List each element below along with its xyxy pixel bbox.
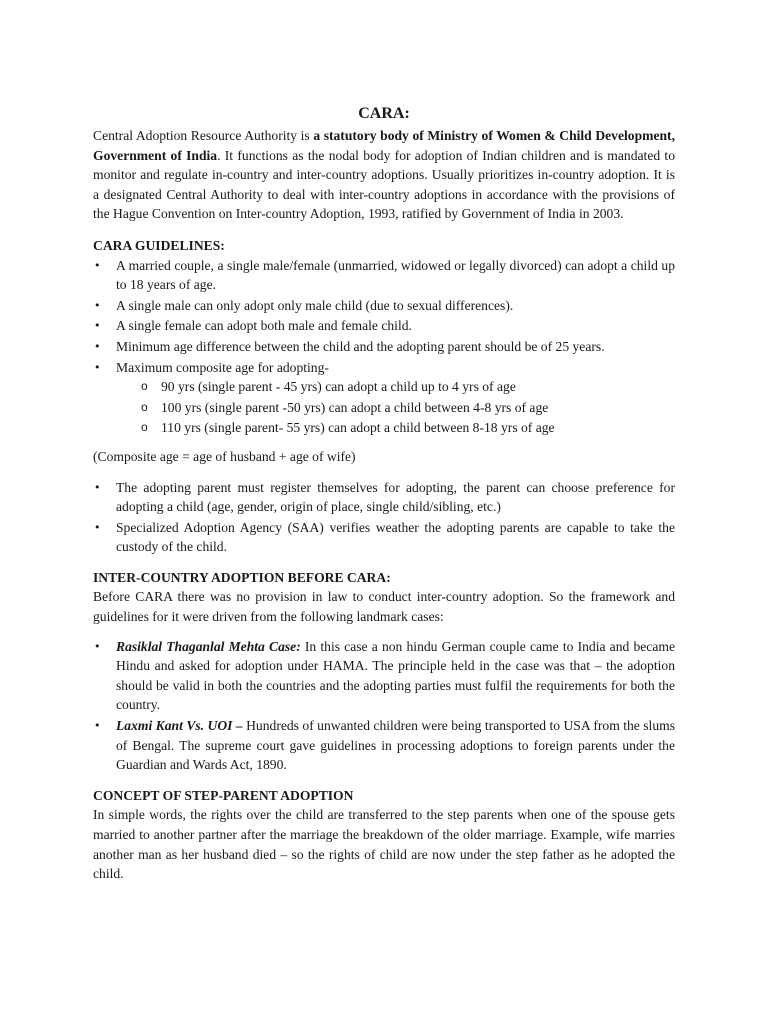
intro-paragraph	[93, 126, 675, 224]
list-item: • A single female can adopt both male and female child.	[93, 316, 675, 336]
intro-bold-text: a statutory body of Ministry of Women & Child Development, Government of India	[93, 128, 675, 163]
list-item: • The adopting parent must register themselves for adopting, the parent can choose preference for adopting a child (age, gender, origin of place, single child/sibling, etc.)	[93, 478, 675, 517]
composite-age-note: (Composite age = age of husband + age of wife)	[93, 448, 356, 464]
list-item	[93, 358, 675, 438]
composite-age-sublist	[93, 377, 675, 438]
composite-age-label: Maximum composite age for adopting-	[116, 359, 329, 375]
sub-list-item: o 110 yrs (single parent- 55 yrs) can adopt a child between 8-18 yrs of age	[93, 418, 675, 438]
list-item: • Specialized Adoption Agency (SAA) verifies weather the adopting parents are capable to take the custody of the child.	[93, 518, 675, 557]
intro-text-end: . It functions as the nodal body for adoption of Indian children and is mandated to monitor and regulate in-country and inter-country adoptions. Usually prioritizes in-country adoption. It is a designated Central Authority to deal with inter-country adoptions in accordance with the provisions of the Hague Convention on Inter-country Adoption, 1993, ratified by Government of India in 2003.	[93, 147, 676, 222]
landmark-cases-list	[93, 637, 675, 775]
case-name: Rasiklal Thaganlal Mehta Case:	[116, 638, 301, 654]
stepparent-heading: CONCEPT OF STEP-PARENT ADOPTION	[93, 787, 354, 803]
case-text: In this case a non hindu German couple came to India and became Hindu and asked for adoption under HAMA. The principle held in the case was that – the adoption should be valid in both the countries and the adopting parties must fulfil the requirements for both the country.	[116, 638, 675, 713]
guidelines-heading: CARA GUIDELINES:	[93, 237, 225, 253]
sub-list-item: o 100 yrs (single parent -50 yrs) can adopt a child between 4-8 yrs of age	[93, 398, 675, 418]
guidelines-list-2	[93, 478, 675, 557]
intercountry-heading: INTER-COUNTRY ADOPTION BEFORE CARA:	[93, 569, 391, 585]
sub-list-item: o 90 yrs (single parent - 45 yrs) can adopt a child up to 4 yrs of age	[93, 377, 675, 397]
case-name: Laxmi Kant Vs. UOI –	[116, 718, 243, 734]
case-item	[93, 637, 675, 715]
intro-text-start: Central Adoption Resource Authority is	[93, 128, 314, 143]
document-content	[93, 104, 675, 884]
list-item: • A single male can only adopt only male child (due to sexual differences).	[93, 296, 675, 316]
list-item: • A married couple, a single male/female (unmarried, widowed or legally divorced) can adopt a child up to 18 years of age.	[93, 256, 675, 295]
intercountry-intro: Before CARA there was no provision in law to conduct inter-country adoption. So the framework and guidelines for it were driven from the following landmark cases:	[93, 589, 675, 625]
case-text: Hundreds of unwanted children were being transported to USA from the slums of Bengal. The supreme court gave guidelines in processing adoptions to foreign parents under the Guardian and Wards Act, 1890.	[116, 718, 675, 773]
stepparent-paragraph: In simple words, the rights over the child are transferred to the step parents when one of the spouse gets married to another partner after the marriage the breakdown of the older marriage. Example, wife marries another man as her husband died – so the rights of child are now under the step father as he adopted the child.	[93, 807, 675, 882]
case-item	[93, 716, 675, 775]
page-title: CARA:	[358, 105, 410, 122]
list-item: • Minimum age difference between the child and the adopting parent should be of 25 years.	[93, 337, 675, 357]
guidelines-list	[93, 256, 675, 438]
